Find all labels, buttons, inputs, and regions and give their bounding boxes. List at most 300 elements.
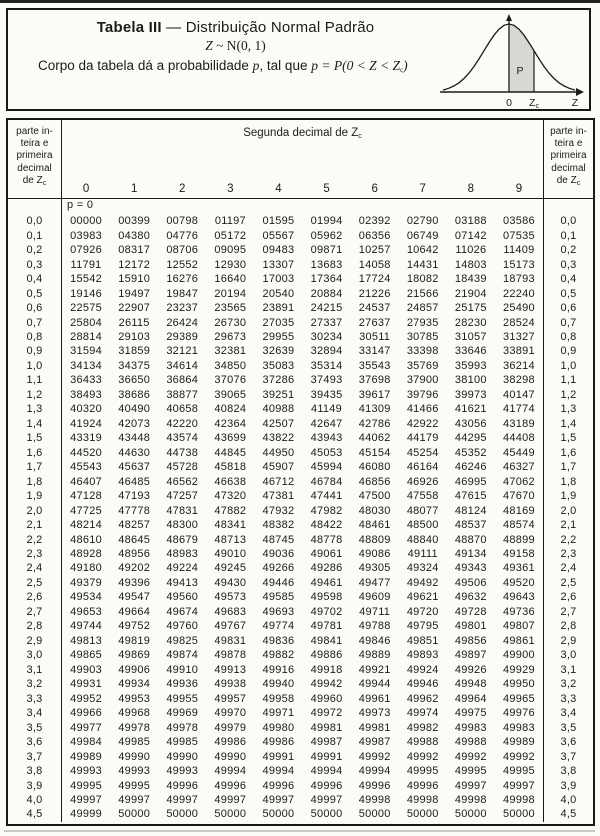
probability-value-cell: 01197 xyxy=(214,215,246,228)
table-row xyxy=(8,691,593,705)
probability-value-cell: 22575 xyxy=(70,302,102,315)
row-values xyxy=(62,373,543,387)
probability-value-cell: 49910 xyxy=(166,663,199,676)
probability-value-cell: 49996 xyxy=(358,779,391,792)
probability-value-cell: 46164 xyxy=(406,461,439,474)
row-z-label-left: 2,3 xyxy=(8,547,62,561)
row-z-label-left: 3,0 xyxy=(8,648,62,662)
probability-value-cell: 09483 xyxy=(262,244,295,257)
table-row xyxy=(8,489,593,503)
probability-value-cell: 14803 xyxy=(454,258,487,271)
probability-value-cell: 49987 xyxy=(358,736,391,749)
probability-value-cell: 49851 xyxy=(406,634,439,647)
row-z-label-left: 4,0 xyxy=(8,793,62,807)
probability-value-cell: 47615 xyxy=(454,490,487,503)
probability-value-cell: 35769 xyxy=(406,359,439,372)
probability-value-cell: 49010 xyxy=(214,548,247,561)
row-z-label-right: 0,7 xyxy=(543,315,593,329)
probability-value-cell: 15173 xyxy=(503,258,535,271)
row-values xyxy=(62,532,543,546)
row-z-label-left: 0,1 xyxy=(8,228,62,242)
row-z-label-left: 2,2 xyxy=(8,532,62,546)
row-z-label-left: 0,8 xyxy=(8,330,62,344)
probability-value-cell: 49991 xyxy=(310,750,343,763)
row-z-label-left: 1,8 xyxy=(8,474,62,488)
probability-value-cell: 33398 xyxy=(406,345,439,358)
table-row xyxy=(8,315,593,329)
probability-value-cell: 42364 xyxy=(214,417,247,430)
probability-value-cell: 03188 xyxy=(454,215,487,228)
probability-value-cell: 11791 xyxy=(70,258,102,271)
probability-value-cell: 49994 xyxy=(214,765,247,778)
probability-value-cell: 47932 xyxy=(262,504,295,517)
table-title-name: — Distribuição Normal Padrão xyxy=(161,19,375,36)
probability-value-cell: 42220 xyxy=(166,417,199,430)
probability-value-cell: 49983 xyxy=(503,721,535,734)
probability-value-cell: 04380 xyxy=(118,229,151,242)
probability-value-cell: 49245 xyxy=(214,562,247,575)
probability-value-cell: 49997 xyxy=(454,779,487,792)
probability-value-cell: 49861 xyxy=(503,634,535,647)
probability-value-cell: 24857 xyxy=(406,302,439,315)
probability-value-cell: 49846 xyxy=(358,634,391,647)
probability-value-cell: 34614 xyxy=(166,359,199,372)
probability-value-cell: 48713 xyxy=(214,533,247,546)
row-values xyxy=(62,706,543,720)
probability-value-cell: 45254 xyxy=(406,446,439,459)
table-row xyxy=(8,417,593,431)
probability-value-cell: 49995 xyxy=(118,779,151,792)
probability-value-cell: 49992 xyxy=(503,750,535,763)
table-row xyxy=(8,359,593,373)
table-row xyxy=(8,402,593,416)
probability-value-cell: 49969 xyxy=(166,707,199,720)
probability-value-cell: 47500 xyxy=(358,490,391,503)
row-values xyxy=(62,547,543,561)
row-values xyxy=(62,648,543,662)
probability-value-cell: 49882 xyxy=(262,649,295,662)
row-z-label-left: 1,0 xyxy=(8,359,62,373)
probability-value-cell: 40490 xyxy=(118,403,151,416)
row-z-label-left: 1,2 xyxy=(8,388,62,402)
probability-value-cell: 49767 xyxy=(214,620,247,633)
probability-value-cell: 27637 xyxy=(358,316,391,329)
probability-value-cell: 16276 xyxy=(166,273,199,286)
row-z-label-right: 0,1 xyxy=(543,228,593,242)
probability-value-cell: 49609 xyxy=(358,591,391,604)
table-row xyxy=(8,532,593,546)
p-note-row xyxy=(8,199,593,214)
probability-value-cell: 43319 xyxy=(70,432,102,445)
row-values xyxy=(62,431,543,445)
probability-value-cell: 49865 xyxy=(70,649,102,662)
digit-header: 8 xyxy=(467,183,475,195)
probability-value-cell: 49985 xyxy=(166,736,199,749)
probability-value-cell: 44520 xyxy=(70,446,102,459)
digit-header: 4 xyxy=(275,183,282,195)
probability-value-cell: 47381 xyxy=(262,490,295,503)
table-row xyxy=(8,778,593,792)
probability-value-cell: 05567 xyxy=(262,229,295,242)
probability-value-cell: 47193 xyxy=(118,490,151,503)
probability-value-cell: 49992 xyxy=(406,750,439,763)
probability-value-cell: 49886 xyxy=(310,649,343,662)
probability-value-cell: 49936 xyxy=(166,678,199,691)
probability-value-cell: 43699 xyxy=(214,432,247,445)
probability-value-cell: 45154 xyxy=(358,446,391,459)
row-values xyxy=(62,663,543,677)
probability-value-cell: 45352 xyxy=(454,446,487,459)
probability-value-cell: 49795 xyxy=(406,620,439,633)
probability-value-cell: 42647 xyxy=(310,417,343,430)
row-values xyxy=(62,272,543,286)
row-z-label-right: 3,1 xyxy=(543,663,593,677)
probability-value-cell: 46784 xyxy=(310,475,343,488)
probability-value-cell: 22240 xyxy=(503,287,535,300)
probability-value-cell: 49938 xyxy=(214,678,247,691)
probability-value-cell: 35993 xyxy=(454,359,487,372)
probability-value-cell: 49413 xyxy=(166,576,199,589)
probability-value-cell: 37900 xyxy=(406,374,439,387)
probability-value-cell: 49324 xyxy=(406,562,439,575)
row-values xyxy=(62,460,543,474)
row-z-label-left: 3,6 xyxy=(8,735,62,749)
probability-value-cell: 49993 xyxy=(166,765,199,778)
probability-value-cell: 49224 xyxy=(166,562,199,575)
probability-value-cell: 49978 xyxy=(118,721,151,734)
probability-value-cell: 49760 xyxy=(166,620,199,633)
probability-value-cell: 49981 xyxy=(310,721,343,734)
probability-value-cell: 46712 xyxy=(262,475,295,488)
column-header-center xyxy=(62,120,543,198)
probability-value-cell: 03983 xyxy=(70,229,102,242)
corner-label-line: decimal xyxy=(551,162,586,174)
probability-value-cell: 49788 xyxy=(358,620,391,633)
probability-value-cell: 49997 xyxy=(118,793,151,806)
probability-value-cell: 46856 xyxy=(358,475,391,488)
probability-value-cell: 49974 xyxy=(406,707,439,720)
probability-value-cell: 49997 xyxy=(310,793,343,806)
row-values xyxy=(62,286,543,300)
probability-value-cell: 37698 xyxy=(358,374,391,387)
probability-value-cell: 50000 xyxy=(214,808,247,821)
probability-value-cell: 47257 xyxy=(166,490,199,503)
probability-value-cell: 49343 xyxy=(454,562,487,575)
row-z-label-right: 1,2 xyxy=(543,388,593,402)
probability-value-cell: 39251 xyxy=(262,388,295,401)
row-z-label-left: 3,4 xyxy=(8,706,62,720)
probability-value-cell: 39796 xyxy=(406,388,439,401)
probability-value-cell: 49924 xyxy=(406,663,439,676)
probability-value-cell: 49560 xyxy=(166,591,199,604)
probability-value-cell: 45818 xyxy=(214,461,247,474)
probability-value-cell: 49918 xyxy=(310,663,343,676)
probability-value-cell: 48500 xyxy=(406,519,439,532)
probability-value-cell: 06749 xyxy=(406,229,439,242)
probability-value-cell: 49944 xyxy=(358,678,391,691)
probability-value-cell: 49996 xyxy=(310,779,343,792)
probability-value-cell: 49988 xyxy=(406,736,439,749)
probability-value-cell: 46327 xyxy=(503,461,535,474)
probability-value-cell: 49997 xyxy=(214,793,247,806)
probability-value-cell: 42786 xyxy=(358,417,391,430)
probability-value-cell: 15542 xyxy=(70,273,102,286)
probability-value-cell: 34375 xyxy=(118,359,151,372)
probability-value-cell: 27337 xyxy=(310,316,343,329)
zc-label: Zc xyxy=(529,97,539,110)
row-values xyxy=(62,576,543,590)
probability-value-cell: 27035 xyxy=(262,316,295,329)
row-z-label-left: 2,8 xyxy=(8,619,62,633)
probability-value-cell: 44408 xyxy=(503,432,535,445)
row-z-label-right: 0,9 xyxy=(543,344,593,358)
table-row xyxy=(8,243,593,257)
probability-value-cell: 49878 xyxy=(214,649,247,662)
row-z-label-right: 1,4 xyxy=(543,417,593,431)
row-z-label-left: 0,0 xyxy=(8,214,62,228)
probability-value-cell: 06356 xyxy=(358,229,391,242)
probability-value-cell: 20884 xyxy=(310,287,343,300)
probability-value-cell: 49825 xyxy=(166,634,199,647)
probability-value-cell: 46562 xyxy=(166,475,199,488)
probability-value-cell: 49903 xyxy=(70,663,102,676)
probability-value-cell: 49841 xyxy=(310,634,343,647)
probability-value-cell: 48809 xyxy=(358,533,391,546)
probability-value-cell: 49807 xyxy=(503,620,535,633)
probability-value-cell: 49961 xyxy=(358,692,391,705)
probability-value-cell: 16640 xyxy=(214,273,247,286)
row-values xyxy=(62,807,543,821)
probability-value-cell: 49957 xyxy=(214,692,247,705)
probability-value-cell: 49995 xyxy=(70,779,102,792)
probability-value-cell: 49972 xyxy=(310,707,343,720)
probability-value-cell: 49979 xyxy=(214,721,247,734)
probability-value-cell: 33891 xyxy=(503,345,535,358)
probability-value-cell: 04776 xyxy=(166,229,199,242)
probability-value-cell: 49534 xyxy=(70,591,102,604)
probability-value-cell: 09871 xyxy=(310,244,343,257)
table-row xyxy=(8,344,593,358)
probability-value-cell: 10642 xyxy=(406,244,439,257)
row-z-label-right: 0,5 xyxy=(543,286,593,300)
row-z-label-right: 3,2 xyxy=(543,677,593,691)
probability-value-cell: 24215 xyxy=(310,302,343,315)
probability-value-cell: 49997 xyxy=(503,779,535,792)
probability-value-cell: 49585 xyxy=(262,591,295,604)
probability-value-cell: 44950 xyxy=(262,446,295,459)
probability-value-cell: 49971 xyxy=(262,707,295,720)
probability-value-cell: 49202 xyxy=(118,562,151,575)
row-z-label-right: 1,0 xyxy=(543,359,593,373)
probability-value-cell: 42073 xyxy=(118,417,151,430)
probability-value-cell: 49036 xyxy=(262,548,295,561)
probability-value-cell: 05962 xyxy=(310,229,343,242)
row-values xyxy=(62,764,543,778)
probability-value-cell: 49948 xyxy=(454,678,487,691)
row-z-label-left: 1,4 xyxy=(8,417,62,431)
probability-value-cell: 45728 xyxy=(166,461,199,474)
probability-value-cell: 49361 xyxy=(503,562,535,575)
row-values xyxy=(62,634,543,648)
probability-value-cell: 43448 xyxy=(118,432,151,445)
probability-value-cell: 49396 xyxy=(118,576,151,589)
probability-value-cell: 49970 xyxy=(214,707,247,720)
probability-value-cell: 49950 xyxy=(503,678,535,691)
probability-value-cell: 49929 xyxy=(503,663,535,676)
row-values xyxy=(62,605,543,619)
probability-value-cell: 49801 xyxy=(454,620,487,633)
probability-value-cell: 49994 xyxy=(262,765,295,778)
probability-value-cell: 14431 xyxy=(406,258,439,271)
table-row xyxy=(8,446,593,460)
probability-value-cell: 44845 xyxy=(214,446,247,459)
row-values xyxy=(62,677,543,691)
probability-value-cell: 49987 xyxy=(310,736,343,749)
row-z-label-right: 3,5 xyxy=(543,720,593,734)
probability-value-cell: 37076 xyxy=(214,374,247,387)
probability-value-cell: 49897 xyxy=(454,649,487,662)
row-values xyxy=(62,330,543,344)
probability-value-cell: 45637 xyxy=(118,461,151,474)
table-row xyxy=(8,720,593,734)
probability-value-cell: 49683 xyxy=(214,605,247,618)
normal-curve-svg xyxy=(437,14,587,111)
digit-header: 5 xyxy=(323,183,330,195)
table-row xyxy=(8,431,593,445)
row-z-label-left: 3,3 xyxy=(8,691,62,705)
right-arrowhead-icon xyxy=(576,88,584,96)
probability-value-cell: 49998 xyxy=(358,793,391,806)
probability-value-cell: 45543 xyxy=(70,461,102,474)
probability-value-cell: 49752 xyxy=(118,620,151,633)
probability-value-cell: 49984 xyxy=(70,736,102,749)
probability-value-cell: 33646 xyxy=(454,345,487,358)
probability-value-cell: 47778 xyxy=(118,504,151,517)
caption-line: Corpo da tabela dá a probabilidade p, tal que $p = P(0 < Z < Z_c)$ xyxy=(38,58,408,74)
table-title xyxy=(34,19,437,36)
table-row xyxy=(8,764,593,778)
row-z-label-left: 3,5 xyxy=(8,720,62,734)
probability-value-cell: 23565 xyxy=(214,302,247,315)
table-row xyxy=(8,576,593,590)
digit-header: 1 xyxy=(130,183,138,195)
probability-value-cell: 20194 xyxy=(214,287,247,300)
probability-value-cell: 49781 xyxy=(310,620,343,633)
probability-value-cell: 39973 xyxy=(454,388,487,401)
probability-value-cell: 01595 xyxy=(262,215,295,228)
probability-value-cell: 10257 xyxy=(358,244,391,257)
probability-value-cell: 41924 xyxy=(70,417,102,430)
probability-value-cell: 39435 xyxy=(310,388,343,401)
probability-value-cell: 29673 xyxy=(214,330,247,343)
probability-value-cell: 43574 xyxy=(166,432,199,445)
probability-value-cell: 48300 xyxy=(166,519,199,532)
table-row xyxy=(8,605,593,619)
probability-value-cell: 24537 xyxy=(358,302,391,315)
row-values xyxy=(62,228,543,242)
row-z-label-right: 3,9 xyxy=(543,778,593,792)
probability-value-cell: 50000 xyxy=(503,808,535,821)
probability-value-cell: 49982 xyxy=(406,721,439,734)
probability-value-cell: 49995 xyxy=(406,765,439,778)
probability-value-cell: 32121 xyxy=(166,345,199,358)
probability-value-cell: 49997 xyxy=(262,793,295,806)
probability-value-cell: 18082 xyxy=(406,273,439,286)
row-z-label-left: 1,7 xyxy=(8,460,62,474)
p-note-row-values xyxy=(62,199,543,214)
digit-header: 0 xyxy=(82,183,90,195)
probability-value-cell: 36650 xyxy=(118,374,151,387)
probability-value-cell: 48645 xyxy=(118,533,151,546)
probability-value-cell: 49981 xyxy=(358,721,391,734)
digit-header: 3 xyxy=(227,183,234,195)
probability-value-cell: 48124 xyxy=(454,504,487,517)
probability-value-cell: 48077 xyxy=(406,504,439,517)
normal-distribution-table xyxy=(6,118,595,826)
row-z-label-left: 3,1 xyxy=(8,663,62,677)
probability-value-cell: 49736 xyxy=(503,605,535,618)
probability-value-cell: 02392 xyxy=(358,215,391,228)
probability-value-cell: 49998 xyxy=(454,793,487,806)
probability-value-cell: 48610 xyxy=(70,533,102,546)
probability-value-cell: 43056 xyxy=(454,417,487,430)
probability-value-cell: 49986 xyxy=(214,736,247,749)
probability-value-cell: 49988 xyxy=(454,736,487,749)
probability-value-cell: 45907 xyxy=(262,461,295,474)
row-z-label-left: 3,2 xyxy=(8,677,62,691)
probability-value-cell: 41309 xyxy=(358,403,391,416)
probability-value-cell: 11026 xyxy=(455,244,487,257)
probability-value-cell: 49931 xyxy=(70,678,102,691)
probability-value-cell: 49994 xyxy=(358,765,391,778)
row-z-label-left: 3,7 xyxy=(8,749,62,763)
probability-value-cell: 35083 xyxy=(262,359,295,372)
probability-value-cell: 49180 xyxy=(70,562,102,575)
row-values xyxy=(62,301,543,315)
probability-value-cell: 49520 xyxy=(503,576,535,589)
row-values xyxy=(62,402,543,416)
row-z-label-right: 1,5 xyxy=(543,431,593,445)
probability-value-cell: 49643 xyxy=(503,591,535,604)
probability-value-cell: 46407 xyxy=(70,475,102,488)
table-row xyxy=(8,228,593,242)
table-row xyxy=(8,257,593,271)
row-z-label-right: 3,8 xyxy=(543,764,593,778)
probability-value-cell: 49995 xyxy=(454,765,487,778)
probability-value-cell: 48030 xyxy=(358,504,391,517)
corner-label-line: decimal xyxy=(17,162,52,174)
probability-value-cell: 40988 xyxy=(262,403,295,416)
probability-value-cell: 49874 xyxy=(166,649,199,662)
probability-value-cell: 44179 xyxy=(406,432,439,445)
row-z-label-left: 1,6 xyxy=(8,446,62,460)
row-z-label-left: 3,8 xyxy=(8,764,62,778)
table-header-box xyxy=(6,8,591,111)
row-z-label-right: 2,3 xyxy=(543,547,593,561)
area-label: P xyxy=(516,65,524,77)
probability-value-cell: 49477 xyxy=(358,576,391,589)
probability-value-cell: 49111 xyxy=(407,548,438,561)
probability-value-cell: 42507 xyxy=(262,417,295,430)
probability-value-cell: 49993 xyxy=(118,765,151,778)
probability-value-cell: 49968 xyxy=(118,707,151,720)
probability-value-cell: 39617 xyxy=(358,388,391,401)
row-z-label-left: 2,6 xyxy=(8,590,62,604)
digit-header: 7 xyxy=(419,183,426,195)
probability-value-cell: 03586 xyxy=(503,215,535,228)
probability-value-cell: 50000 xyxy=(310,808,343,821)
probability-value-cell: 49674 xyxy=(166,605,199,618)
